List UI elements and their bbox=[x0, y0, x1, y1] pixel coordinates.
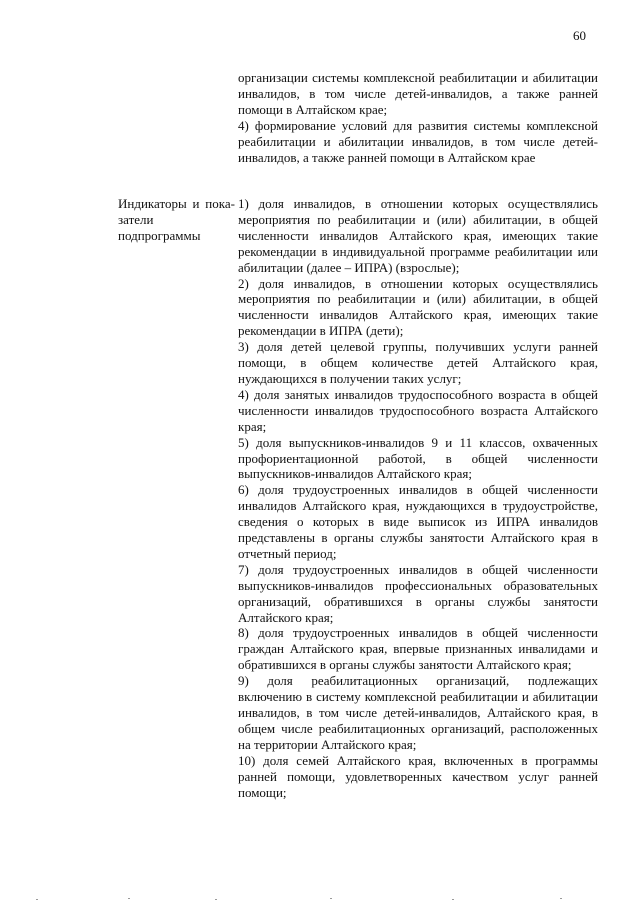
indicator-item: 5) доля выпускников-инвалидов 9 и 11 классов, охваченных профориентационной работой, в общей численности выпускников-инвалидов Алтайского края; bbox=[238, 434, 598, 482]
continuation-paragraph: организации системы комплексной реабилитации и абилитации инвалидов, в том числе детей-инвалидов, а также ранней помощи в Алтайском крае; bbox=[238, 70, 598, 117]
scan-speck bbox=[128, 898, 130, 899]
scan-speck bbox=[36, 899, 38, 900]
indicator-item: 3) доля детей целевой группы, получивших услуги ранней помощи, в общем количестве детей Алтайского края, нуждающихся в получении таких услуг; bbox=[238, 339, 598, 386]
indicators-label: Индикаторы и показатели подпрограммы bbox=[118, 196, 235, 243]
scan-speck bbox=[560, 898, 562, 899]
indicator-item: 6) доля трудоустроенных инвалидов в общей численности инвалидов Алтайского края, нуждающихся в трудоустройстве, сведения о которых в виде выписок из ИПРА инвалидов представлены в органы службы занятости Алтайского края в отчетный период; bbox=[238, 482, 598, 561]
indicators-list bbox=[238, 196, 598, 800]
scan-speck bbox=[452, 899, 454, 900]
indicator-item: 2) доля инвалидов, в отношении которых осуществлялись мероприятия по реабилитации и (или) абилитации, в общей численности инвалидов Алтайского края, имеющих такие рекомендации в ИПРА (дети); bbox=[238, 275, 598, 339]
indicator-item: 8) доля трудоустроенных инвалидов в общей численности граждан Алтайского края, впервые признанных инвалидами и обратившихся в органы службы занятости Алтайского края; bbox=[238, 625, 598, 673]
indicator-item: 10) доля семей Алтайского края, включенных в программы ранней помощи, удовлетворенных качеством услуг ранней помощи; bbox=[238, 752, 598, 800]
continuation-text bbox=[238, 70, 598, 165]
indicator-item: 7) доля трудоустроенных инвалидов в общей численности выпускников-инвалидов профессиональных образовательных организаций, обратившихся в органы службы занятости Алтайского края; bbox=[238, 561, 598, 625]
scan-speck bbox=[215, 899, 217, 900]
continuation-paragraph: 4) формирование условий для развития системы комплексной реабилитации и абилитации инвалидов, в том числе детей-инвалидов, а также ранней помощи в Алтайском крае bbox=[238, 117, 598, 165]
indicator-item: 9) доля реабилитационных организаций, подлежащих включению в систему комплексной реабилитации и абилитации инвалидов, в том числе детей-инвалидов, Алтайского края, в общем числе реабилитационных организаций, расположенных на территории Алтайского края; bbox=[238, 673, 598, 752]
indicator-item: 1) доля инвалидов, в отношении которых осуществлялись мероприятия по реабилитации и (или) абилитации, в общей численности инвалидов Алтайского края, имеющих такие рекомендации в индивидуальной программе реабилитации или абилитации (далее – ИПРА) (взрослые); bbox=[238, 196, 598, 275]
page-number: 60 bbox=[573, 28, 586, 43]
indicator-item: 4) доля занятых инвалидов трудоспособного возраста в общей численности инвалидов трудоспособного возраста Алтайского края; bbox=[238, 386, 598, 434]
scan-speck bbox=[330, 898, 332, 899]
